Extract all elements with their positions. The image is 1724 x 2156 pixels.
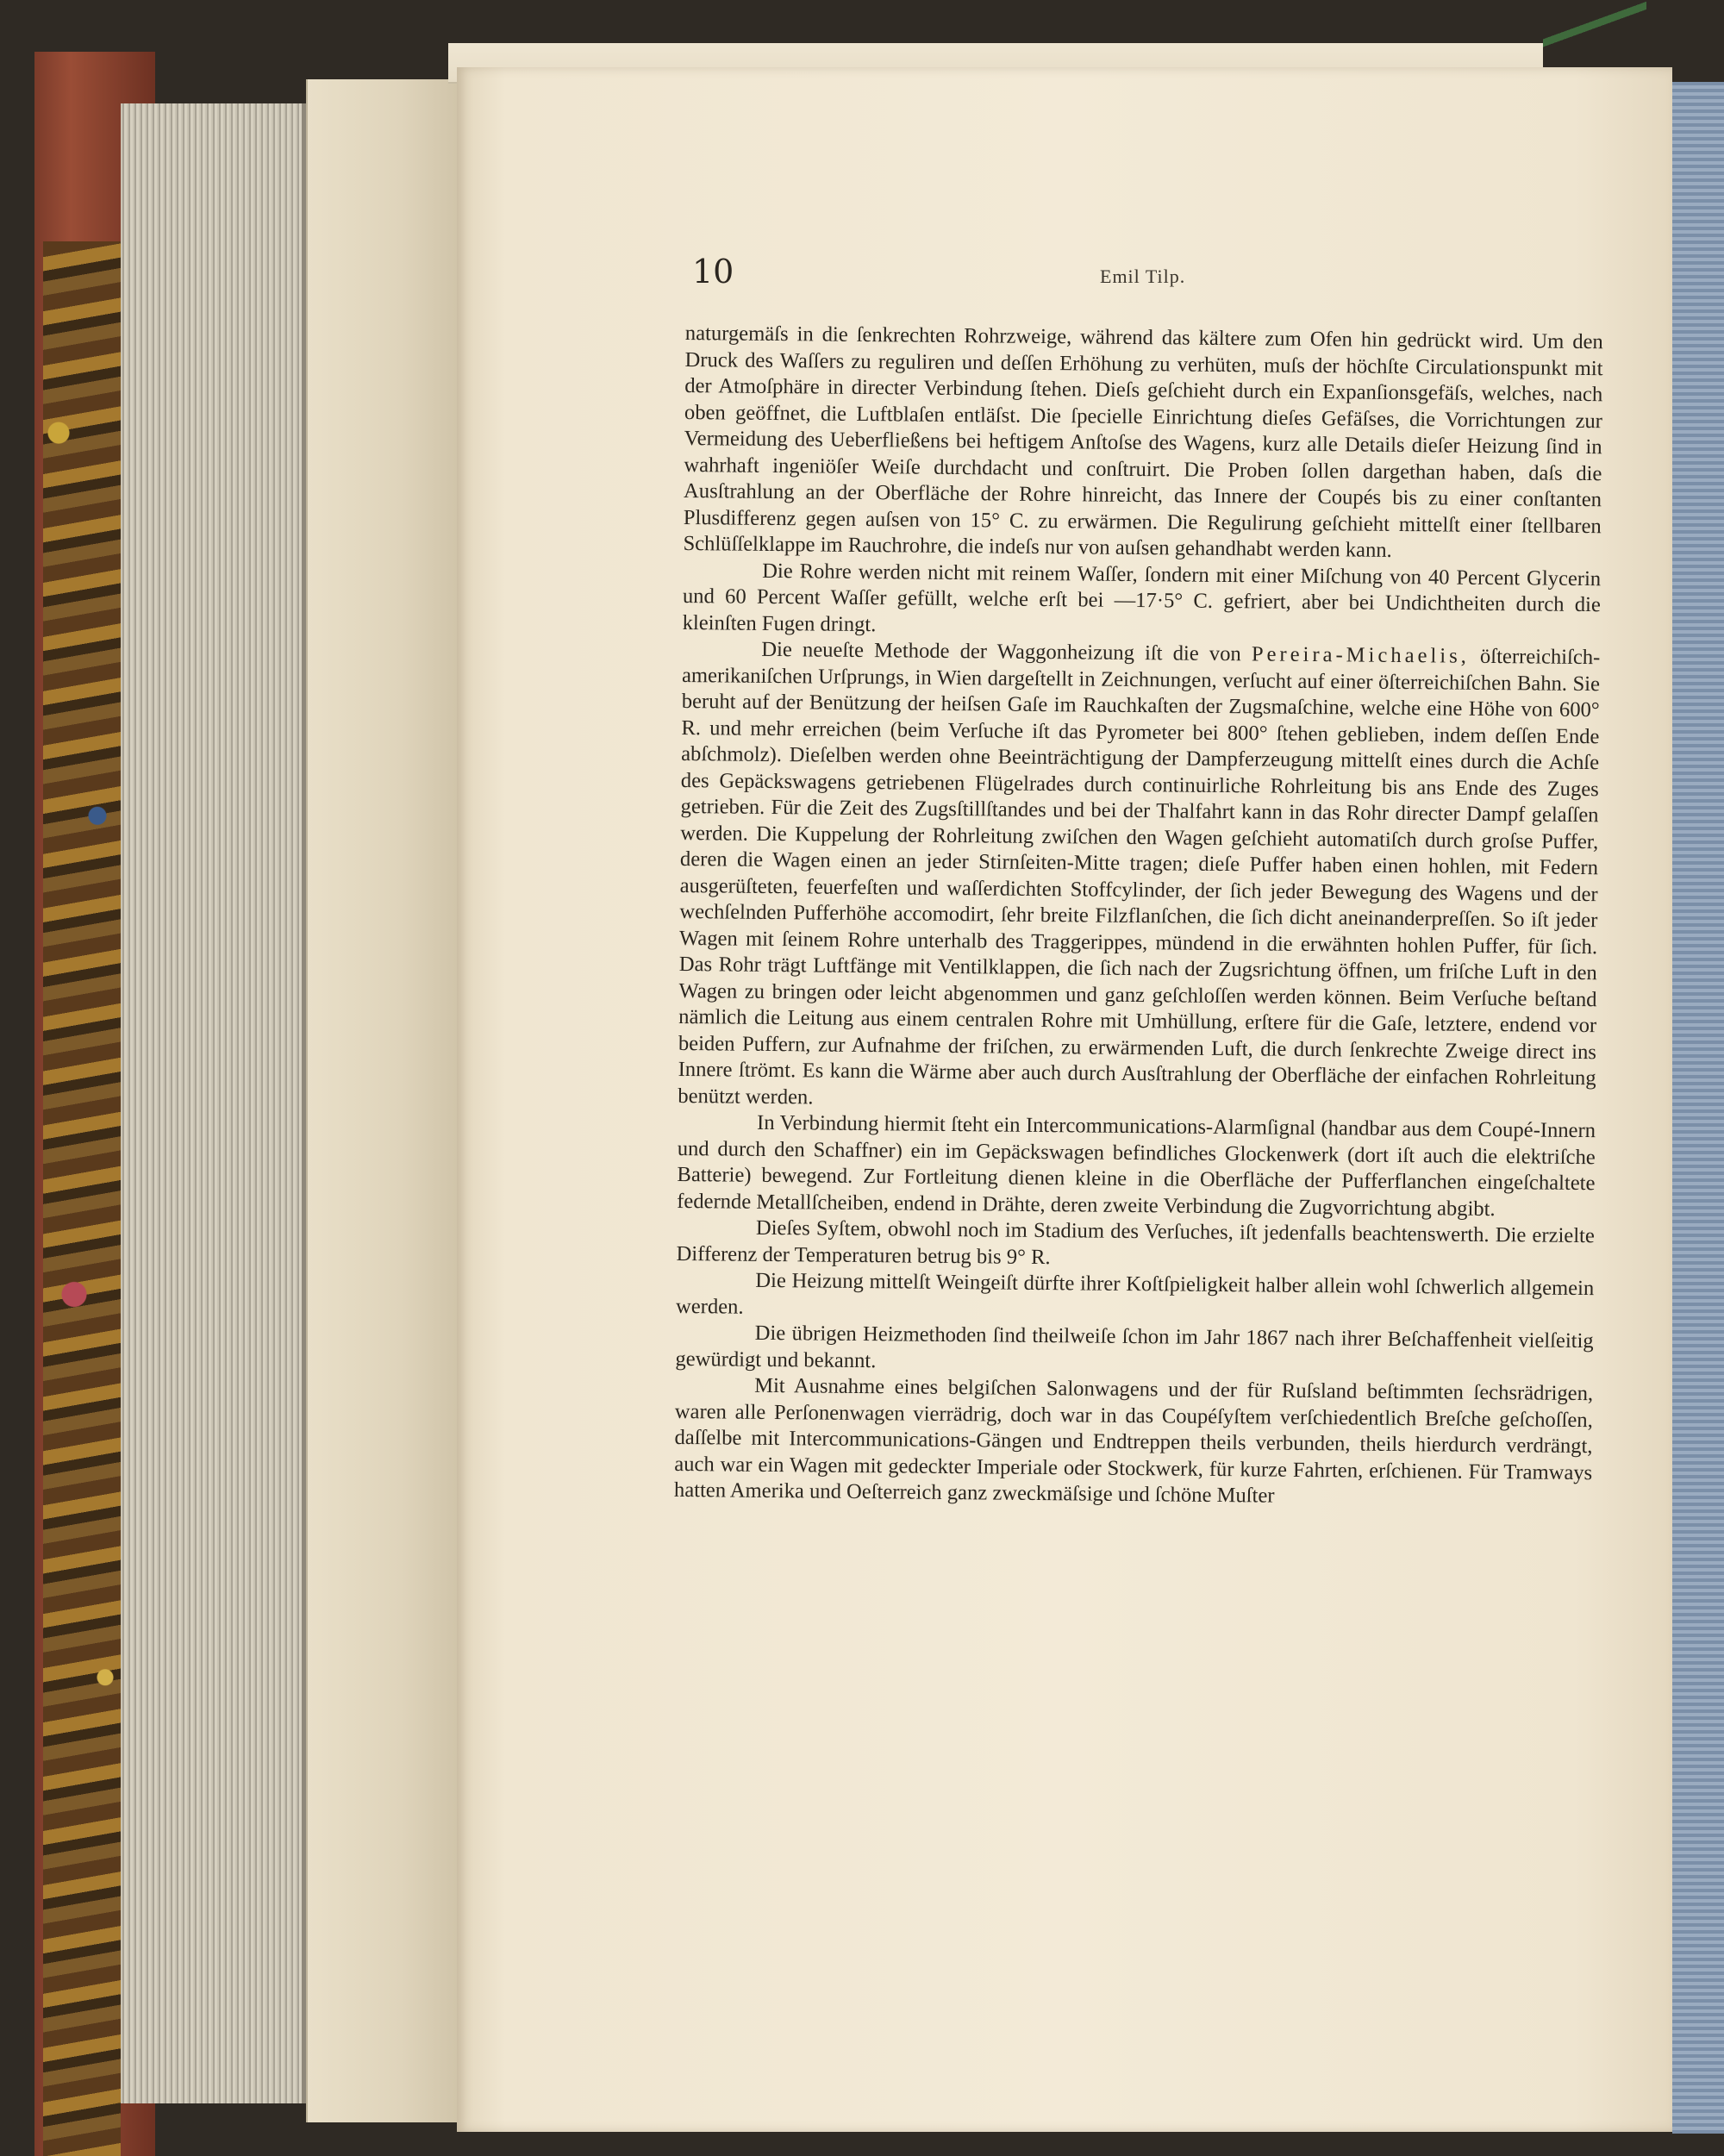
- paragraph: [678, 636, 1600, 1118]
- running-head: Emil Tilp.: [1100, 266, 1186, 287]
- page-number: 10: [692, 253, 734, 291]
- author-name: Pereira-Michaelis,: [1251, 642, 1470, 668]
- page-edges: [121, 103, 307, 2103]
- paragraph-text: Die neueſte Methode der Waggonheizung iſt die von: [761, 637, 1241, 666]
- paragraph: Dieſes Syſtem, obwohl noch im Stadium des Verſuches, iſt jedenfalls beachtenswerth. Die erzielte Differenz der Temperaturen betrug bis 9° R.: [676, 1215, 1595, 1269]
- bookmark-ribbon: [1543, 0, 1646, 60]
- marbled-endpaper: [43, 241, 121, 2156]
- body-text: [674, 321, 1603, 1513]
- paragraph: naturgemäſs in die ſenkrechten Rohrzweige, während das kältere zum Ofen hin gedrückt wird. Um den Druck des Waſſers zu reguliren und deſſen Erhöhung zu verhüten, muſs der höchſte Circulationspunkt mit der Atmoſphäre in directer Verbindung ſtehen. Dieſs geſchieht durch ein Expanſionsgefäſs, welches, nach oben geöffnet, die Luftblaſen entläſst. Die ſpecielle Einrichtung dieſes Gefäſses, die Vorrichtungen zur Vermeidung des Ueberfließens bei heftigem Anſtoſse des Wagens, kurz alle Details dieſer Heizung ſind in wahrhaft ingeniöſer Weiſe durchdacht und conſtruirt. Die Proben ſollen dargethan haben, daſs die Ausſtrahlung an der Oberfläche der Rohre hinreicht, das Innere der Coupés bis zu einer conſtanten Plusdifferenz gegen auſsen von 15° C. zu erwärmen. Die Regulirung geſchieht mittelſt einer ſtellbaren Schlüſſelklappe im Rauchrohre, die indeſs nur von auſsen gehandhabt werden kann.: [683, 321, 1603, 562]
- paragraph: In Verbindung hiermit ſteht ein Intercommunications-Alarmſignal (handbar aus dem Coupé-Innern und durch den Schaffner) ein im Gepäckswagen befindliches Glockenwerk (dort iſt auch die elektriſche Batterie) bewegend. Zur Fortleitung dienen kleine in die Oberfläche der Pufferflanchen eingeſchaltete federnde Metallſcheiben, endend in Drähte, deren zweite Verbindung die Zugvorrichtung abgibt.: [677, 1110, 1596, 1221]
- page-stack: [306, 79, 463, 2122]
- paragraph: Die Heizung mittelſt Weingeiſt dürfte ihrer Koſtſpieligkeit halber allein wohl ſchwerlich allgemein werden.: [675, 1268, 1595, 1319]
- paragraph-text: öſterreichiſch-amerikaniſchen Urſprungs, in Wien dargeſtellt in Zeichnungen, verſucht auf einer öſterreichiſchen Bahn. Sie beruht auf der Benützung der heiſsen Gaſe im Rauchkaſten der Zugsmaſchine, welche eine Höhe von 600° R. und mehr erreichen (beim Verſuche iſt das Pyrometer bei 800° ſtehen geblieben, indem deſſen Ende abſchmolz). Dieſelben werden ohne Beeinträchtigung der Dampferzeugung mittelſt eines durch die Achſe des Gepäckswagens getriebenen Flügelrades durch continuirliche Rohrleitung bis ans Ende des Zuges getrieben. Für die Zeit des Zugsſtillſtandes und bei der Thalfahrt kann in das Rohr directer Dampf gelaſſen werden. Die Kuppelung der Rohrleitung zwiſchen den Wagen geſchieht automatiſch durch groſse Puffer, deren die Wagen einen an jeder Stirnſeiten-Mitte tragen; dieſe Puffer haben einen hohlen, mit Federn ausgerüſteten, feuerfeſten und waſſerdichten Stoffcylinder, der ſich jeder Bewegung des Wagens und der wechſelnden Pufferhöhe accomodirt, ſehr breite Filzflanſchen, die ſich dicht aneinanderpreſſen. So iſt jeder Wagen mit ſeinem Rohre unterhalb des Traggerippes, mündend in die erwähnten hohlen Puffer, für ſich. Das Rohr trägt Luftfänge mit Ventilklappen, die ſich nach der Zugsrichtung öffnen, um friſche Luft in den Wagen zu bringen oder leicht abgenommen und ganz geſchloſſen werden können. Beim Verſuche beſtand nämlich die Leitung aus einem centralen Rohre mit Umhüllung, erſtere für die Gaſe, letztere, endend vor beiden Puffern, zur Aufnahme der friſchen, zu erwärmenden Luft, die durch ſenkrechte Zweige direct ins Innere ſtrömt. Es kann die Wärme aber auch durch Ausſtrahlung der Oberfläche der einfachen Rohrleitung benützt werden.: [678, 644, 1601, 1109]
- paragraph: Die übrigen Heizmethoden ſind theilweiſe ſchon im Jahr 1867 nach ihrer Beſchaffenheit vielſeitig gewürdigt und bekannt.: [675, 1321, 1594, 1372]
- paragraph: Die Rohre werden nicht mit reinem Waſſer, ſondern mit einer Miſchung von 40 Percent Glycerin und 60 Percent Waſſer gefüllt, welche erſt bei —17·5° C. gefriert, aber bei Undichtheiten durch die kleinſten Fugen dringt.: [682, 559, 1602, 636]
- paragraph: Mit Ausnahme eines belgiſchen Salonwagens und der für Ruſsland beſtimmten ſechsrädrigen, waren alle Perſonenwagen vierrädrig, doch war in das Coupéſyſtem verſchiedentlich Breſche geſchoſſen, daſſelbe mit Intercommunications-Gängen und Endtreppen theils verbunden, theils hierdurch verdrängt, auch war ein Wagen mit gedeckter Imperiale oder Stockwerk, für kurze Fahrten, erſchienen. Für Tramways hatten Amerika und Oeſterreich ganz zweckmäſsige und ſchöne Muſter: [673, 1373, 1594, 1508]
- right-page-edge: [1672, 82, 1724, 2134]
